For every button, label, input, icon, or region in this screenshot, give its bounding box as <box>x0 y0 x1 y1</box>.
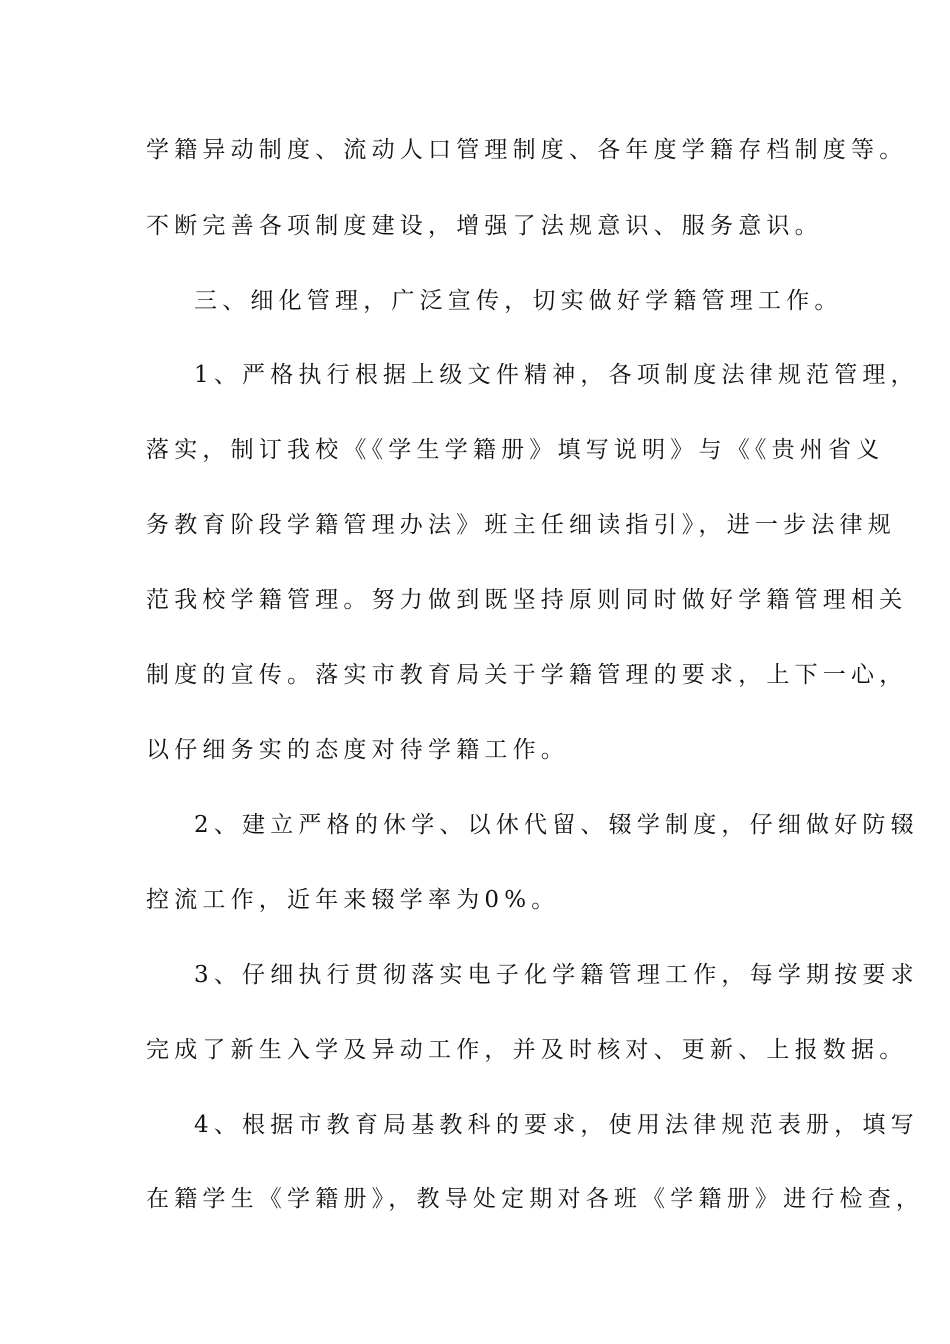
text-line-15: 在籍学生《学籍册》，教导处定期对各班《学籍册》进行检查， <box>146 1186 925 1212</box>
text-line-1: 学籍异动制度、流动人口管理制度、各年度学籍存档制度等。 <box>146 137 908 163</box>
text-line-12: 3、仔细执行贯彻落实电子化学籍管理工作，每学期按要求 <box>194 962 919 988</box>
section-heading-3: 三、细化管理，广泛宣传，切实做好学籍管理工作。 <box>194 288 843 314</box>
text-line-7: 范我校学籍管理。努力做到既坚持原则同时做好学籍管理相关 <box>146 587 908 613</box>
text-line-9: 以仔细务实的态度对待学籍工作。 <box>146 737 569 763</box>
text-line-11: 控流工作，近年来辍学率为0%。 <box>146 887 560 913</box>
text-line-13: 完成了新生入学及异动工作，并及时核对、更新、上报数据。 <box>146 1037 908 1063</box>
text-line-2: 不断完善各项制度建设，增强了法规意识、服务意识。 <box>146 213 823 239</box>
text-line-5: 落实，制订我校《《学生学籍册》填写说明》与《《贵州省义 <box>146 437 885 463</box>
text-line-6: 务教育阶段学籍管理办法》班主任细读指引》，进一步法律规 <box>146 512 896 538</box>
text-line-14: 4、根据市教育局基教科的要求，使用法律规范表册，填写 <box>194 1112 919 1138</box>
text-line-10: 2、建立严格的休学、以休代留、辍学制度，仔细做好防辍 <box>194 812 919 838</box>
text-line-4: 1、严格执行根据上级文件精神，各项制度法律规范管理， <box>194 362 919 388</box>
text-line-8: 制度的宣传。落实市教育局关于学籍管理的要求，上下一心， <box>146 662 908 688</box>
